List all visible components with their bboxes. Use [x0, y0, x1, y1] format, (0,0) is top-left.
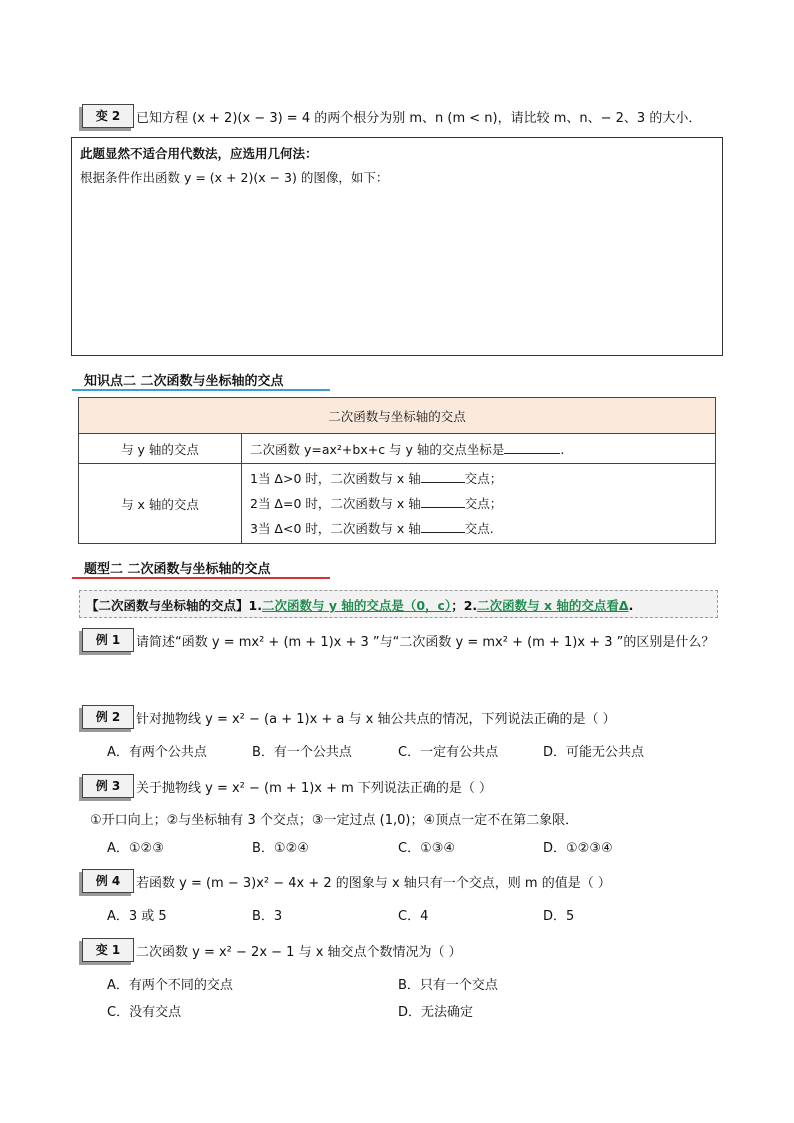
table-title: 二次函数与坐标轴的交点	[79, 398, 716, 434]
row1-text: 二次函数 y=ax²+bx+c 与 y 轴的交点坐标是	[250, 441, 505, 457]
type2-heading: 题型二 二次函数与坐标轴的交点	[84, 562, 271, 577]
ex2-question: 针对抛物线 y = x² − (a + 1)x + a 与 x 轴公共点的情况，下列说法正确的是（ ）	[136, 712, 616, 727]
ex1-question: 请简述“函数 y = mx² + (m + 1)x + 3 ”与“二次函数 y = mx² + (m + 1)x + 3 ”的区别是什么？	[136, 635, 715, 650]
row1-blank	[504, 453, 560, 454]
row2-line1: 1当 Δ>0 时，二次函数与 x 轴 交点；	[250, 471, 503, 486]
knowledge2-underline	[72, 389, 330, 391]
v1-question: 二次函数 y = x² − 2x − 1 与 x 轴交点个数情况为（ ）	[136, 945, 462, 960]
type2-underline	[72, 577, 330, 579]
knowledge2-heading: 知识点二 二次函数与坐标轴的交点	[84, 374, 284, 389]
bian2-answer-line2: 根据条件作出函数 y = (x + 2)(x − 3) 的图像，如下：	[80, 170, 389, 185]
ex3-label: 例 3	[82, 774, 134, 798]
bian2-answer-line1: 此题显然不适合用代数法，应选用几何法：	[80, 146, 318, 161]
row2-label: 与 x 轴的交点	[79, 464, 242, 544]
row1-label: 与 y 轴的交点	[79, 434, 242, 464]
v1-option-d: D．无法确定	[398, 1005, 474, 1020]
row2-line2: 2当 Δ=0 时，二次函数与 x 轴 交点；	[250, 496, 503, 511]
row2-line3: 3当 Δ<0 时，二次函数与 x 轴 交点.	[250, 521, 494, 536]
ex1-label: 例 1	[82, 628, 134, 652]
v1-label: 变 1	[82, 938, 134, 962]
ex2-label: 例 2	[82, 705, 134, 729]
ex4-option-d: D．5	[543, 909, 575, 924]
type2-tip-box	[79, 590, 718, 618]
row2-content	[242, 464, 716, 544]
ex3-option-a: A．①②③	[107, 841, 164, 856]
ex3-question: 关于抛物线 y = x² − (m + 1)x + m 下列说法正确的是（ ）	[136, 781, 493, 796]
ex3-option-d: D．①②③④	[543, 841, 613, 856]
ex4-option-c: C．4	[398, 909, 429, 924]
ex3-option-c: C．①③④	[398, 841, 456, 856]
bian2-answer-box	[71, 137, 723, 356]
ex2-option-a: A．有两个公共点	[107, 745, 207, 760]
ex3-statement: ①开口向上；②与坐标轴有 3 个交点；③一定过点 (1,0)；④顶点一定不在第二象限．	[90, 813, 579, 828]
type2-tip-text: 【二次函数与坐标轴的交点】1.二次函数与 y 轴的交点是（0，c）；2.二次函数与 x 轴的交点看Δ.	[86, 598, 634, 613]
bian2-label: 变 2	[82, 104, 134, 128]
v1-option-a: A．有两个不同的交点	[107, 978, 233, 993]
ex4-option-a: A．3 或 5	[107, 909, 167, 924]
ex3-option-b: B．①②④	[252, 841, 309, 856]
ex4-option-b: B．3	[252, 909, 283, 924]
v1-option-b: B．只有一个交点	[398, 978, 498, 993]
ex4-question: 若函数 y = (m − 3)x² − 4x + 2 的图象与 x 轴只有一个交点，则 m 的值是（ ）	[136, 876, 611, 891]
bian2-question: 已知方程 (x + 2)(x − 3) = 4 的两个根分为别 m、n (m < n)，请比较 m、n、− 2、3 的大小．	[136, 111, 702, 126]
knowledge2-table	[78, 397, 716, 544]
ex4-label: 例 4	[82, 869, 134, 893]
ex2-option-c: C．一定有公共点	[398, 745, 499, 760]
v1-option-c: C．没有交点	[107, 1005, 182, 1020]
row1-content: 二次函数 y=ax²+bx+c 与 y 轴的交点坐标是 .	[242, 434, 716, 464]
ex2-option-d: D．可能无公共点	[543, 745, 645, 760]
ex2-option-b: B．有一个公共点	[252, 745, 352, 760]
